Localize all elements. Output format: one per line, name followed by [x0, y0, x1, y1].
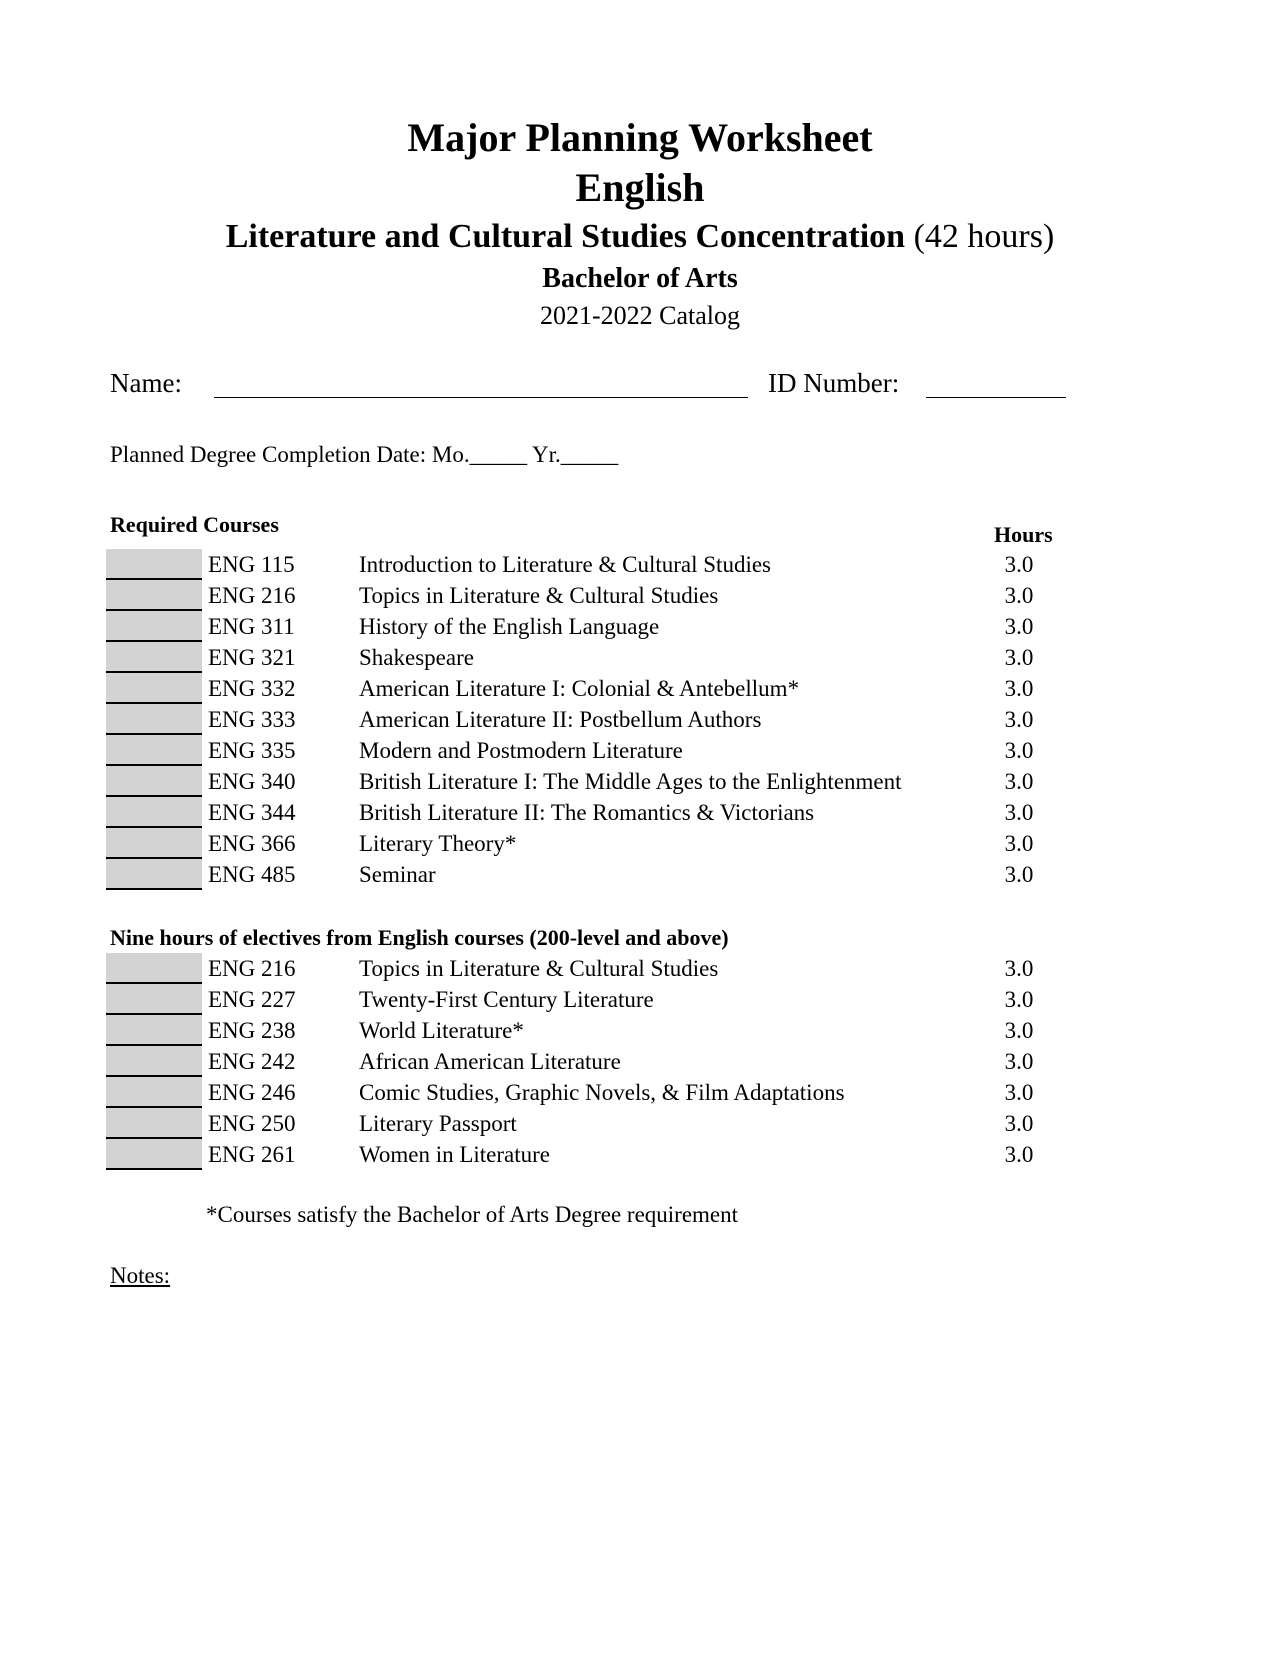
course-hours: 3.0 — [1004, 738, 1034, 763]
concentration-name: Literature and Cultural Studies Concentration — [225, 218, 906, 255]
course-code: ENG 216 — [208, 956, 296, 981]
course-title: World Literature* — [359, 1018, 524, 1043]
electives-heading: Nine hours of electives from English courses (200-level and above) — [110, 925, 729, 950]
completion-checkbox[interactable] — [106, 828, 202, 859]
name-label: Name: — [110, 368, 182, 398]
course-title: Seminar — [359, 862, 436, 887]
course-title: Women in Literature — [359, 1142, 551, 1167]
course-hours: 3.0 — [1004, 552, 1034, 577]
id-number-label: ID Number: — [768, 368, 900, 398]
course-row — [106, 984, 1086, 1015]
course-row — [106, 1108, 1086, 1139]
completion-checkbox[interactable] — [106, 859, 202, 890]
completion-checkbox[interactable] — [106, 611, 202, 642]
completion-checkbox[interactable] — [106, 1015, 202, 1046]
course-code: ENG 246 — [208, 1080, 296, 1105]
required-courses-heading: Required Courses — [110, 512, 279, 537]
notes-label: Notes: — [110, 1263, 171, 1288]
course-row — [106, 828, 1086, 859]
course-code: ENG 366 — [208, 831, 296, 856]
course-hours: 3.0 — [1004, 800, 1034, 825]
course-row — [106, 766, 1086, 797]
course-title: Comic Studies, Graphic Novels, & Film Adaptations — [359, 1080, 845, 1105]
course-row — [106, 642, 1086, 673]
course-title: History of the English Language — [359, 614, 660, 639]
completion-checkbox[interactable] — [106, 735, 202, 766]
course-title: Introduction to Literature & Cultural Studies — [359, 552, 772, 577]
course-row — [106, 1046, 1086, 1077]
course-row — [106, 1077, 1086, 1108]
course-title: British Literature I: The Middle Ages to the Enlightenment — [359, 769, 902, 794]
course-hours: 3.0 — [1004, 1111, 1034, 1136]
course-code: ENG 333 — [208, 707, 296, 732]
course-hours: 3.0 — [1004, 1018, 1034, 1043]
course-hours: 3.0 — [1004, 1142, 1034, 1167]
course-title: Literary Passport — [359, 1111, 517, 1136]
course-hours: 3.0 — [1004, 831, 1034, 856]
concentration-hours: (42 hours) — [913, 218, 1055, 255]
course-title: Shakespeare — [359, 645, 474, 670]
course-hours: 3.0 — [1004, 645, 1034, 670]
completion-checkbox[interactable] — [106, 1139, 202, 1170]
course-title: Modern and Postmodern Literature — [359, 738, 683, 763]
course-title: American Literature II: Postbellum Authors — [359, 707, 762, 732]
course-code: ENG 115 — [208, 552, 295, 577]
degree-title: Bachelor of Arts — [542, 263, 738, 294]
course-row — [106, 735, 1086, 766]
course-title: Topics in Literature & Cultural Studies — [359, 956, 719, 981]
completion-checkbox[interactable] — [106, 704, 202, 735]
course-hours: 3.0 — [1004, 583, 1034, 608]
completion-checkbox[interactable] — [106, 1077, 202, 1108]
course-title: British Literature II: The Romantics & Victorians — [359, 800, 815, 825]
course-title: Literary Theory* — [359, 831, 517, 856]
completion-checkbox[interactable] — [106, 642, 202, 673]
course-title: African American Literature — [359, 1049, 621, 1074]
completion-date-line: Planned Degree Completion Date: Mo._____ Yr._____ — [110, 442, 619, 467]
course-hours: 3.0 — [1004, 1080, 1034, 1105]
hours-column-heading: Hours — [994, 522, 1053, 547]
completion-checkbox[interactable] — [106, 1046, 202, 1077]
course-row — [106, 797, 1086, 828]
course-code: ENG 344 — [208, 800, 296, 825]
course-code: ENG 340 — [208, 769, 296, 794]
course-hours: 3.0 — [1004, 1049, 1034, 1074]
completion-checkbox[interactable] — [106, 797, 202, 828]
course-code: ENG 242 — [208, 1049, 296, 1074]
course-row — [106, 611, 1086, 642]
course-code: ENG 216 — [208, 583, 296, 608]
completion-checkbox[interactable] — [106, 953, 202, 984]
course-code: ENG 485 — [208, 862, 296, 887]
course-title: American Literature I: Colonial & Antebellum* — [359, 676, 800, 701]
completion-checkbox[interactable] — [106, 549, 202, 580]
page-title: Major Planning Worksheet — [407, 115, 873, 160]
course-code: ENG 311 — [208, 614, 295, 639]
subject-title: English — [575, 165, 705, 210]
course-code: ENG 321 — [208, 645, 296, 670]
course-code: ENG 332 — [208, 676, 296, 701]
course-hours: 3.0 — [1004, 987, 1034, 1012]
course-hours: 3.0 — [1004, 769, 1034, 794]
course-row — [106, 673, 1086, 704]
name-field[interactable] — [214, 397, 748, 398]
completion-checkbox[interactable] — [106, 766, 202, 797]
course-code: ENG 227 — [208, 987, 296, 1012]
completion-checkbox[interactable] — [106, 984, 202, 1015]
course-row — [106, 704, 1086, 735]
course-hours: 3.0 — [1004, 676, 1034, 701]
course-code: ENG 261 — [208, 1142, 296, 1167]
ba-requirement-footnote: *Courses satisfy the Bachelor of Arts Degree requirement — [206, 1202, 739, 1227]
course-row — [106, 549, 1086, 580]
course-hours: 3.0 — [1004, 614, 1034, 639]
completion-checkbox[interactable] — [106, 580, 202, 611]
course-code: ENG 250 — [208, 1111, 296, 1136]
course-code: ENG 238 — [208, 1018, 296, 1043]
id-number-field[interactable] — [926, 397, 1066, 398]
required-course-list — [106, 549, 1086, 890]
course-title: Twenty-First Century Literature — [359, 987, 654, 1012]
course-title: Topics in Literature & Cultural Studies — [359, 583, 719, 608]
completion-checkbox[interactable] — [106, 1108, 202, 1139]
course-row — [106, 1015, 1086, 1046]
course-hours: 3.0 — [1004, 707, 1034, 732]
catalog-year: 2021-2022 Catalog — [539, 301, 741, 330]
course-hours: 3.0 — [1004, 956, 1034, 981]
course-row — [106, 580, 1086, 611]
course-row — [106, 953, 1086, 984]
course-row — [106, 1139, 1086, 1170]
concentration-title — [0, 216, 1280, 258]
completion-checkbox[interactable] — [106, 673, 202, 704]
course-hours: 3.0 — [1004, 862, 1034, 887]
course-code: ENG 335 — [208, 738, 296, 763]
elective-course-list — [106, 953, 1086, 1170]
course-row — [106, 859, 1086, 890]
